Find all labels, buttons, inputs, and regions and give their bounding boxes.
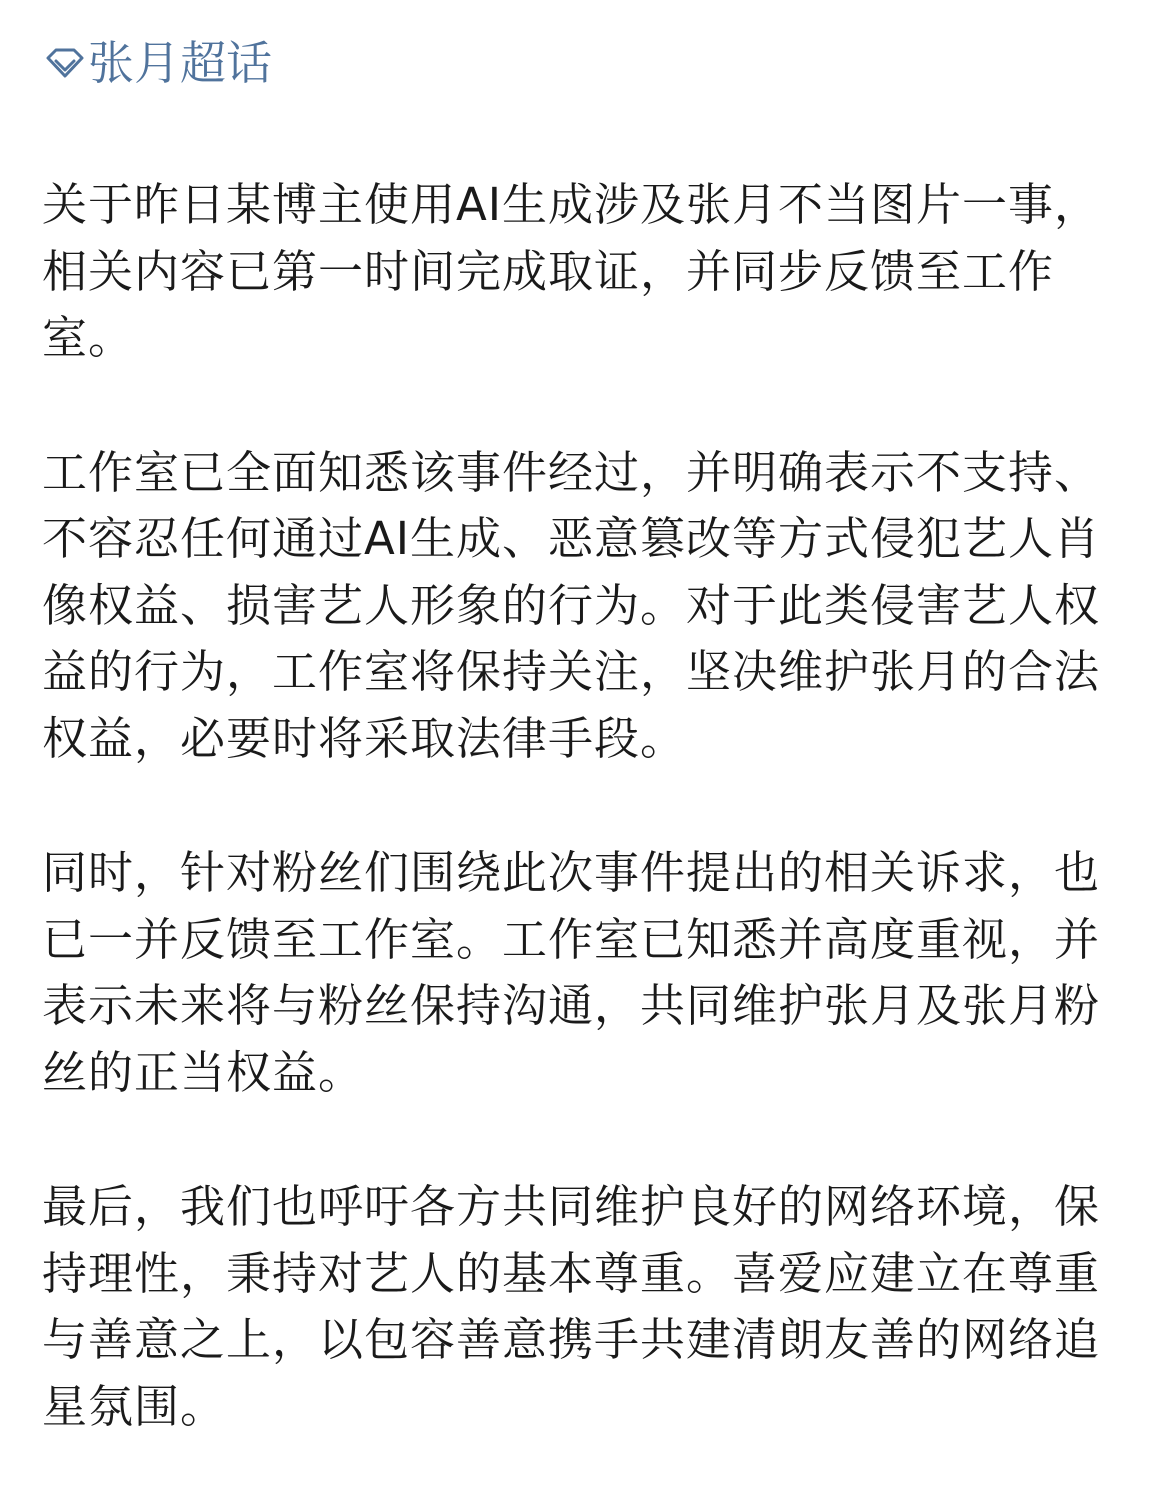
post-text [42,172,1132,1440]
super-topic-label: 张月超话 [88,36,272,90]
paragraph-1: 关于昨日某博主使用AI生成涉及张月不当图片一事，相关内容已第一时间完成取证，并同步反馈至工作室。 [42,178,1101,364]
paragraph-2: 工作室已全面知悉该事件经过，并明确表示不支持、不容忍任何通过AI生成、恶意篡改等方式侵犯艺人肖像权益、损害艺人形象的行为。对于此类侵害艺人权益的行为，工作室将保持关注，坚决维护张月的合法权益，必要时将采取法律手段。 [42,445,1101,765]
paragraph-3: 同时，针对粉丝们围绕此次事件提出的相关诉求，也已一并反馈至工作室。工作室已知悉并高度重视，并表示未来将与粉丝保持沟通，共同维护张月及张月粉丝的正当权益。 [42,846,1101,1099]
paragraph-4: 最后，我们也呼吁各方共同维护良好的网络环境，保持理性，秉持对艺人的基本尊重。喜爱应建立在尊重与善意之上，以包容善意携手共建清朗友善的网络追星氛围。 [42,1180,1101,1433]
super-topic-link[interactable] [44,30,272,96]
diamond-topic-icon [44,42,86,84]
